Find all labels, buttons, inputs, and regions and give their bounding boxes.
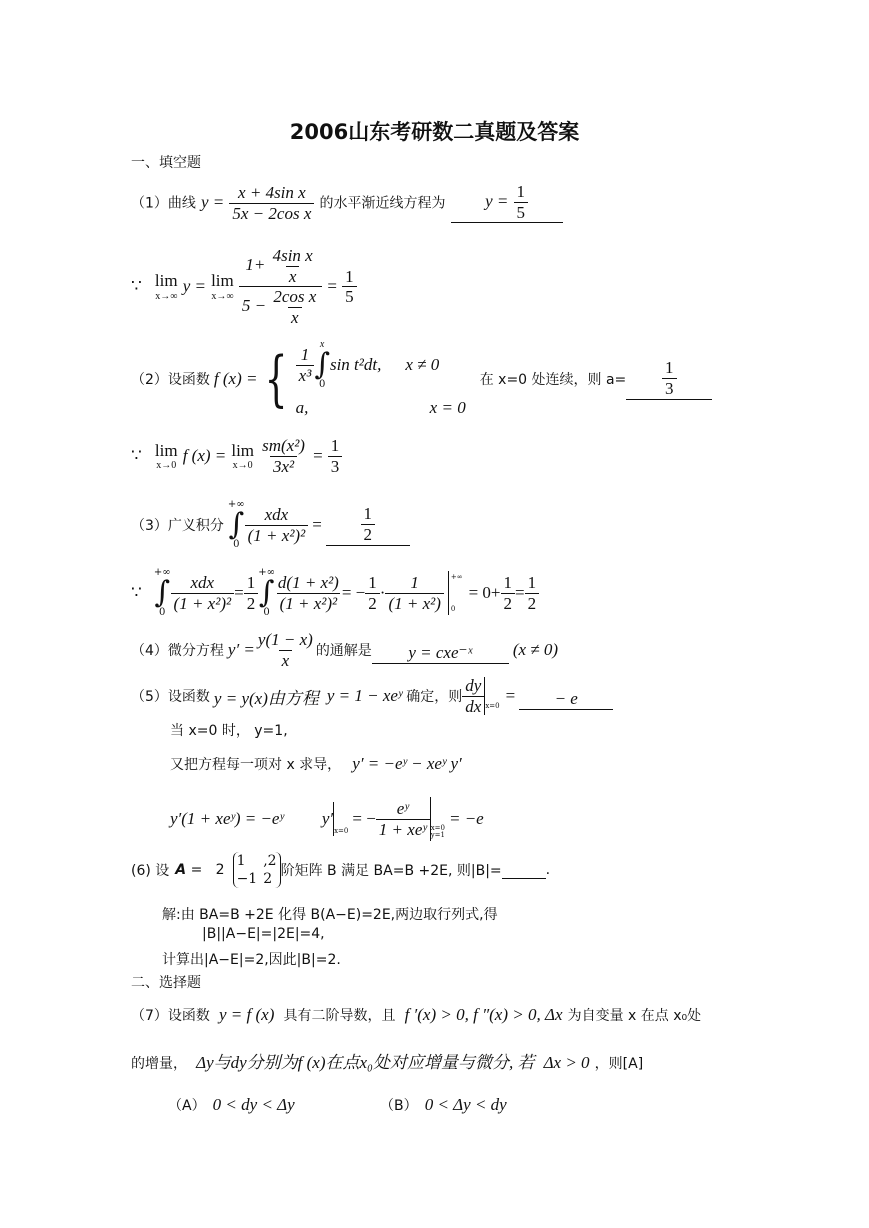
s1-top-frac (270, 246, 316, 286)
q5-line3-y: y′ (321, 809, 334, 828)
q1-answer-fraction (514, 182, 529, 222)
solution-3 (131, 568, 539, 618)
s3-half3 (501, 573, 516, 613)
s3-num1: xdx (190, 572, 215, 592)
q3-answer-blank (326, 504, 410, 545)
q2-case1-num: 1 (300, 344, 310, 364)
s2-fx: f (x) = (182, 446, 227, 466)
q6-text: 阶矩阵 B 满足 BA=B +2E, 则|B|= (280, 863, 502, 880)
integral-sign: ∫ (154, 575, 170, 610)
page-title: 2006山东考研数二真题及答案 (289, 120, 580, 144)
q2-label: （2）设函数 (131, 372, 210, 388)
question-1 (131, 182, 563, 223)
q5-d-sub: x=0 (485, 702, 500, 711)
s2-den: 3x² (270, 456, 297, 477)
q6-solution-line1: 解:由 BA=B +2E 化得 B(A−E)=2E,两边取行列式,得 (162, 907, 498, 923)
s2-res-num: 1 (330, 436, 340, 455)
s2-res-den: 3 (328, 456, 343, 477)
s2-eq: = (313, 446, 323, 466)
s1-big-fraction (239, 246, 322, 327)
s1-bot-num: 2cos x (273, 287, 317, 307)
q3-answer-fraction (361, 504, 376, 544)
q2-int-lower: 0 (318, 379, 326, 390)
s3-upper2: +∞ (258, 567, 275, 578)
s3-eq1: = (234, 583, 244, 602)
s2-lim2-sub: x→0 (232, 460, 253, 472)
q7-line2d: ，则[A] (594, 1056, 644, 1072)
q1-answer-lhs: y = (485, 191, 509, 211)
s1-lim1 (155, 271, 178, 302)
q4-fraction (255, 630, 316, 670)
s1-top-num: 4sin x (272, 246, 313, 265)
q6-m11: 1 (236, 853, 246, 869)
s2-result (328, 436, 343, 476)
q4-text: 的通解是 (315, 643, 372, 660)
s2-lim (155, 441, 178, 472)
s3-lower: 0 (159, 607, 166, 618)
q3-den: (1 + x²)² (245, 525, 309, 546)
q2-fx: f (x) = (213, 369, 258, 388)
q5-text: 确定，则 (406, 689, 463, 706)
q1-answer-den: 5 (514, 202, 529, 223)
s3-h2-num: 1 (368, 572, 377, 592)
q2-brace: { (265, 344, 289, 414)
s1-bot-frac (270, 287, 319, 327)
q2-cases (296, 340, 466, 418)
q5-line3-sub2b: y=1 (430, 831, 445, 839)
q6-end: . (545, 862, 551, 879)
q5-line3-lhs: y′(1 + xeʸ) = −eʸ (170, 809, 284, 828)
question-7 (131, 1005, 701, 1025)
q2-case1-expr: sin t²dt, (329, 355, 382, 374)
q3-answer-num: 1 (363, 504, 373, 524)
s3-half-den: 2 (244, 593, 259, 614)
q5-equation: y = 1 − xeʸ (326, 686, 403, 706)
q7-option-B[interactable] (380, 1095, 507, 1115)
q7-line2c: Δx > 0 (543, 1053, 590, 1072)
q3-fraction (245, 505, 309, 545)
s3-den1: (1 + x²)² (171, 593, 235, 614)
q7-optA-text: 0 < dy < Δy (212, 1095, 295, 1114)
q5-line3-eq: = − (352, 809, 376, 828)
q1-answer-num: 1 (516, 182, 525, 201)
s1-bottom (239, 286, 322, 327)
q2-answer-den: 3 (662, 378, 677, 399)
q7-optB-label: （B） (380, 1098, 418, 1114)
question-6 (131, 852, 550, 888)
q6-m12: ,2 (263, 853, 277, 869)
q6-solution-line3: 计算出|A−E|=2,因此|B|=2. (162, 952, 341, 968)
s3-den2: (1 + x²)² (277, 593, 341, 614)
s3-lower2: 0 (263, 607, 270, 618)
q2-case2-expr: a, (295, 398, 309, 417)
q1-fraction (229, 183, 314, 223)
q5-line3-num: eʸ (396, 798, 409, 818)
solution-1 (131, 246, 357, 327)
q6-answer-blank (502, 862, 546, 879)
s3-bar-limits (451, 573, 463, 613)
q2-case1-den: x³ (296, 365, 315, 386)
q5-line2-expr: y′ = −eʸ − xeʸ y′ (352, 754, 462, 773)
q7-optB-text: 0 < Δy < dy (424, 1095, 507, 1114)
section-multiple-choice: 二、选择题 (131, 975, 201, 991)
s3-h4-den: 2 (525, 593, 540, 614)
q6-matrix (233, 852, 281, 888)
s1-lim1-sub: x→∞ (155, 290, 178, 302)
question-2 (131, 340, 712, 418)
s3-h4-num: 1 (527, 572, 537, 592)
s2-lim-sub: x→0 (156, 460, 177, 472)
s3-eq4: = (515, 583, 525, 602)
therefore-symbol: ∵ (131, 583, 142, 602)
s3-h3-den: 2 (501, 593, 516, 614)
q4-lhs: y′ = (227, 640, 255, 660)
s1-y: y = (182, 276, 206, 296)
s1-top-one: 1+ (245, 254, 266, 274)
q2-integral (314, 340, 330, 390)
s3-eq3: = 0+ (468, 583, 501, 602)
s1-lim1-text: lim (154, 271, 178, 291)
q3-answer-den: 2 (361, 524, 376, 545)
s3-h2-den: 2 (365, 593, 380, 614)
s2-lim2 (231, 441, 254, 472)
s3-bar-upper: +∞ (450, 573, 463, 581)
s3-den3: (1 + x²) (385, 593, 443, 614)
s3-num3: 1 (410, 572, 419, 592)
q4-label: （4）微分方程 (131, 643, 224, 660)
s1-top (242, 246, 318, 286)
s1-lim2-text: lim (211, 271, 234, 291)
s1-bot-five: 5 − (241, 296, 267, 316)
s3-half4 (525, 573, 540, 613)
integral-sign: ∫ (258, 575, 275, 610)
q3-eq: = (312, 515, 322, 534)
q1-label: （1）曲线 (131, 195, 196, 212)
q5-solution-line1: 当 x=0 时， y=1, (170, 723, 288, 739)
q6-label: (6) 设 (131, 863, 170, 880)
q5-line2-text: 又把方程每一项对 x 求导， (170, 757, 342, 773)
q5-answer-blank: − e (519, 689, 613, 710)
q2-case1 (296, 340, 466, 390)
q1-answer-blank (451, 182, 563, 223)
q1-numerator: x + 4sin x (238, 183, 306, 202)
q7-text1: 具有二阶导数，且 (283, 1008, 396, 1024)
solution-2 (131, 436, 342, 476)
integral-sign: ∫ (228, 507, 245, 542)
q5-solution-line2 (170, 754, 462, 774)
q6-m22: 2 (263, 871, 273, 888)
q5-label: （5）设函数 (131, 689, 210, 706)
q5-line3-res: = −e (448, 809, 484, 828)
q4-num: y(1 − x) (257, 630, 313, 649)
s3-frac3 (385, 573, 443, 613)
q2-case2 (296, 398, 466, 418)
q5-derivative (462, 676, 484, 716)
therefore-symbol: ∵ (131, 276, 142, 296)
section-fill-in: 一、填空题 (131, 155, 201, 171)
therefore-symbol: ∵ (131, 446, 142, 466)
q2-case1-frac (296, 345, 315, 385)
s2-num: sm(x²) (262, 436, 305, 455)
q3-lower: 0 (233, 539, 240, 550)
q7-line2b: Δy与dy分别为f (x)在点x₀处对应增量与微分, 若 (196, 1053, 535, 1072)
question-3 (131, 500, 410, 550)
s3-h3-num: 1 (503, 572, 513, 592)
q5-d-num: dy (465, 676, 482, 695)
q3-integral (228, 500, 245, 550)
s1-lim2 (211, 271, 234, 302)
q2-case1-cond: x ≠ 0 (405, 355, 440, 374)
q5-line3-frac (376, 799, 430, 839)
q5-func: y = y(x)由方程 (213, 688, 319, 708)
q6-solution-line2: |B||A−E|=|2E|=4, (202, 926, 325, 942)
q3-upper: +∞ (227, 499, 245, 510)
question-4 (131, 630, 558, 670)
q5-line3-sub: x=0 (334, 827, 349, 835)
s3-upper: +∞ (153, 567, 171, 578)
s3-frac1 (171, 573, 235, 613)
q6-m21: −1 (236, 871, 258, 888)
s1-bot-den: x (288, 307, 302, 328)
q7-label: （7）设函数 (131, 1008, 210, 1024)
q4-cond: (x ≠ 0) (512, 640, 559, 660)
q4-answer-blank: y = cxe⁻ˣ (372, 643, 509, 664)
q3-label: （3）广义积分 (131, 518, 224, 534)
q7-line2a: 的增量， (131, 1056, 187, 1072)
q2-answer-fraction (662, 358, 677, 398)
q3-num: xdx (264, 504, 289, 524)
s1-top-den: x (286, 266, 300, 287)
q5-line3-den: 1 + xeʸ (376, 819, 430, 840)
s3-bar-lower: 0 (450, 605, 456, 613)
q5-solution-line3 (170, 797, 484, 841)
s2-lim2-text: lim (231, 440, 255, 460)
q2-case2-cond: x = 0 (429, 398, 466, 417)
q2-int-upper: x (319, 339, 325, 350)
s3-frac2 (275, 573, 342, 613)
s3-num2: d(1 + x²) (277, 572, 339, 592)
s3-integral2 (258, 568, 275, 618)
s3-half-num: 1 (246, 572, 256, 592)
s3-dot: · (379, 583, 386, 602)
q5-line3-sub2 (431, 825, 445, 839)
q2-answer-blank (626, 358, 712, 399)
q7-option-A[interactable] (168, 1095, 295, 1115)
q7-fx: y = f (x) (219, 1005, 275, 1024)
q7-cond: f ′(x) > 0, f ″(x) > 0, Δx (404, 1005, 563, 1024)
q6-eq: = 2 (186, 862, 225, 879)
s1-res-den: 5 (342, 286, 357, 307)
s1-lim2-sub: x→∞ (211, 290, 234, 302)
evaluation-bar (448, 571, 449, 615)
s3-half2 (365, 573, 380, 613)
q2-answer-num: 1 (665, 358, 674, 378)
s3-eq2: = − (341, 583, 366, 602)
q5-line3-sub2a: x=0 (430, 824, 445, 832)
s1-eq: = (327, 276, 337, 296)
s1-result (342, 267, 357, 307)
question-5 (131, 676, 613, 716)
q7-text2: 为自变量 x 在点 x₀处 (567, 1008, 702, 1024)
integral-sign: ∫ (314, 347, 330, 382)
q5-d-den: dx (462, 696, 484, 717)
s2-lim-text: lim (154, 440, 178, 460)
q2-text: 在 x=0 处连续，则 a= (479, 372, 627, 388)
q5-eq: = (505, 686, 516, 706)
q1-y-eq: y = (201, 192, 225, 212)
q1-denominator: 5x − 2cos x (229, 203, 314, 224)
q7-optA-label: （A） (168, 1098, 206, 1114)
s1-res-num: 1 (345, 266, 354, 286)
q4-den: x (279, 650, 293, 671)
q1-text: 的水平渐近线方程为 (319, 195, 446, 212)
s3-half (244, 573, 259, 613)
s3-integral1 (154, 568, 171, 618)
q6-matrix-A: A (175, 862, 187, 879)
q7-line2 (131, 1048, 643, 1073)
s2-fraction (259, 436, 308, 476)
